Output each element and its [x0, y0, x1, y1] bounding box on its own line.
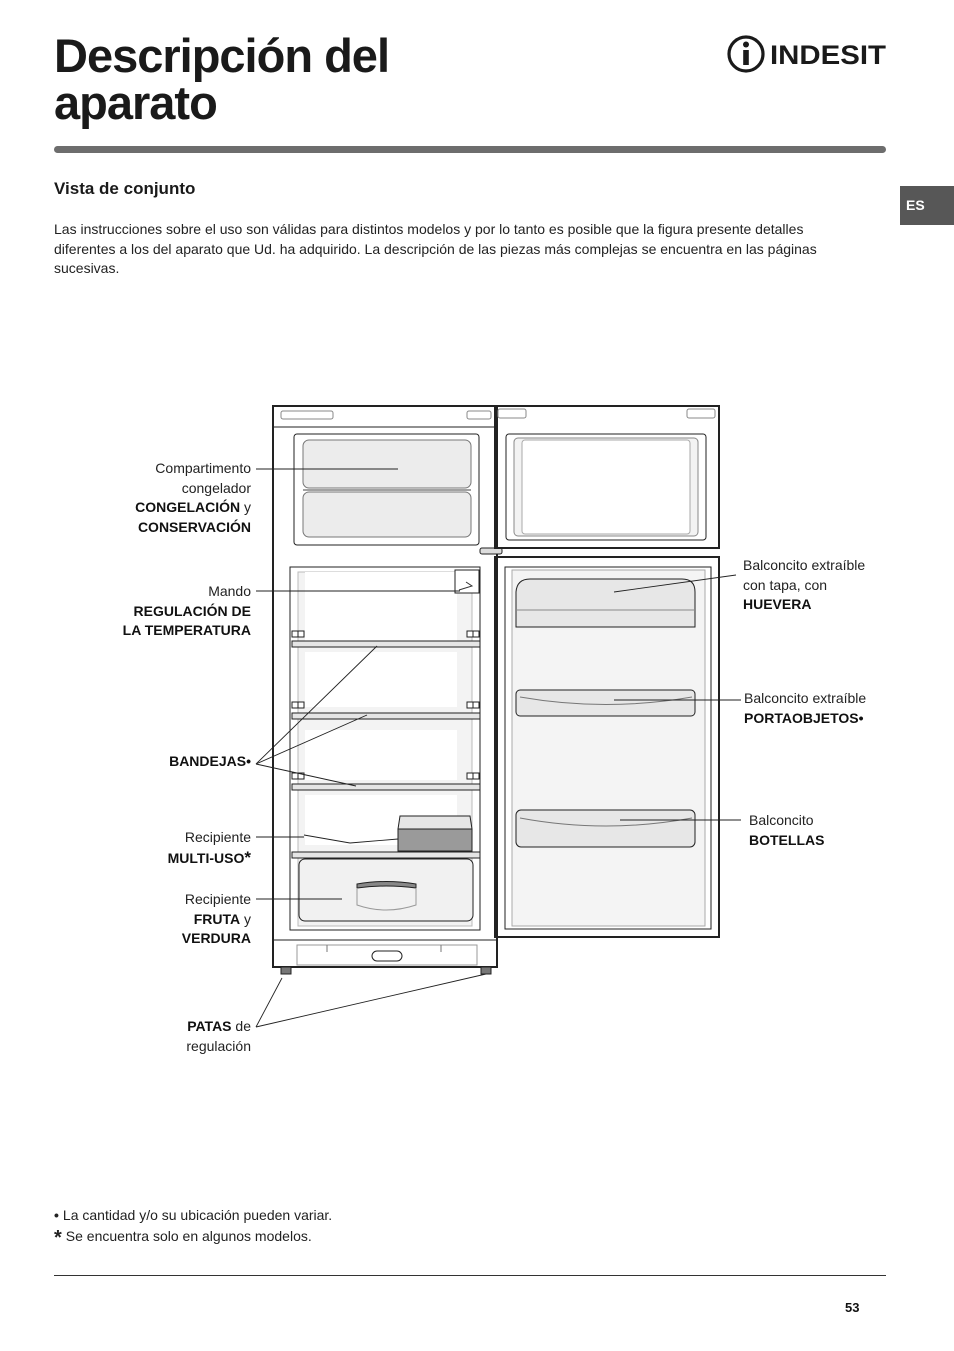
intro-paragraph: Las instrucciones sobre el uso son válidas para distintos modelos y por lo tanto es posible que la figura presente detalles diferentes a los del aparato que Ud. ha adquirido. La descripción de las piezas más complejas se encuentra en las páginas sucesivas.	[54, 221, 817, 276]
label-thermostat: Mando REGULACIÓN DE LA TEMPERATURA	[122, 583, 251, 638]
crisper-drawer	[299, 859, 473, 921]
label-freezer: Compartimento congelador CONGELACIÓN y CONSERVACIÓN	[135, 460, 251, 535]
section-subtitle: Vista de conjunto	[54, 179, 196, 198]
language-tab: ES	[900, 186, 954, 225]
label-door-shelf: Balconcito extraíble PORTAOBJETOS•	[744, 690, 867, 726]
foot-right	[481, 967, 491, 974]
shelf-2	[292, 713, 480, 719]
label-feet: PATAS de regulación	[186, 1018, 251, 1054]
label-shelves: BANDEJAS•	[169, 753, 251, 769]
brand-wordmark: INDESIT	[770, 40, 887, 70]
label-egg-shelf: Balconcito extraíble con tapa, con HUEVERA	[743, 557, 866, 612]
thermostat-knob	[455, 570, 479, 593]
footnote-star: * Se encuentra solo en algunos modelos.	[54, 1227, 312, 1249]
footnote-bullet: • La cantidad y/o su ubicación pueden variar.	[54, 1207, 333, 1223]
multi-use-container	[398, 829, 472, 851]
footer-rule	[54, 1275, 886, 1276]
shelf-3	[292, 784, 480, 790]
footnotes	[54, 1205, 333, 1249]
title-line-1: Descripción del	[54, 29, 389, 82]
label-crisper: Recipiente FRUTA y VERDURA	[181, 891, 251, 946]
door-shelf	[516, 690, 695, 716]
egg-shelf	[516, 579, 695, 627]
page-number: 53	[845, 1300, 860, 1315]
foot-left	[281, 967, 291, 974]
label-multi-use: Recipiente MULTI-USO*	[167, 829, 251, 867]
title-line-2: aparato	[54, 76, 217, 129]
bottle-shelf	[516, 810, 695, 847]
shelf-1	[292, 641, 480, 647]
label-bottle-shelf: Balconcito BOTELLAS	[749, 812, 825, 848]
